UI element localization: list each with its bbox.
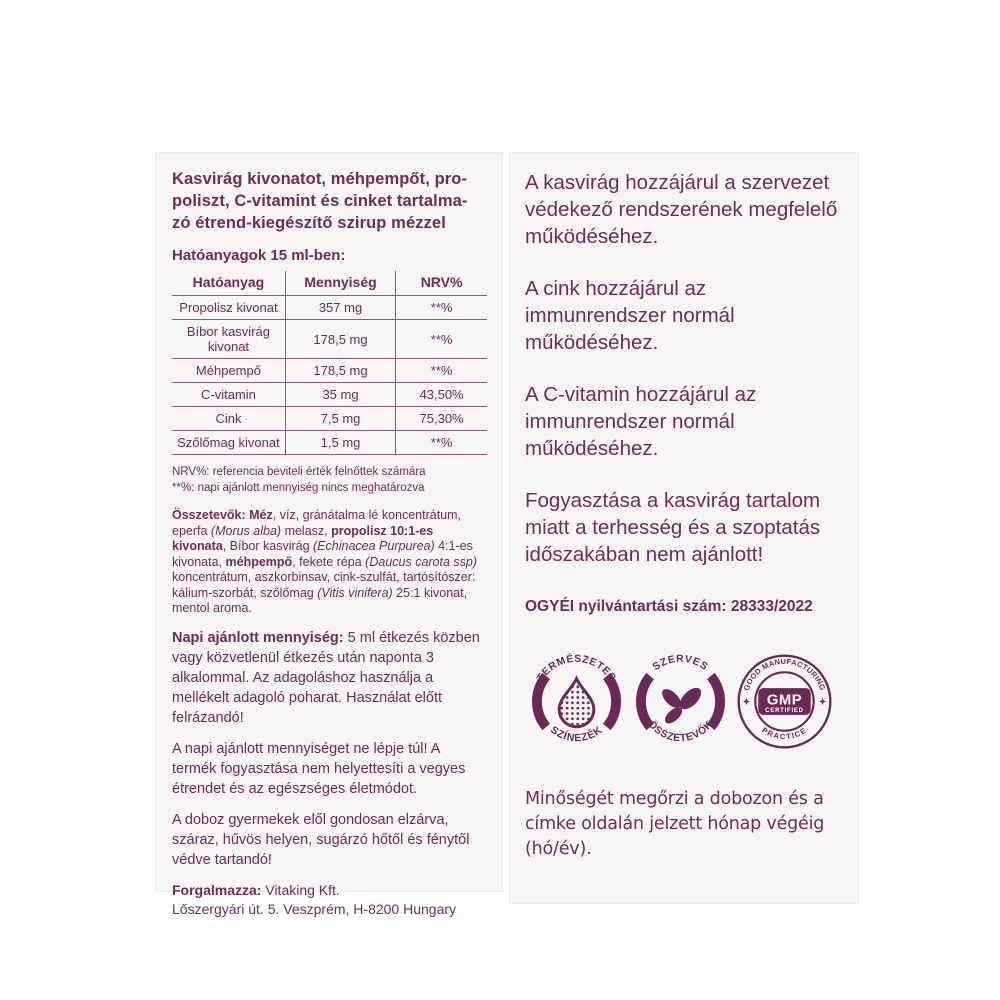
ingredients-paragraph xyxy=(172,508,487,617)
product-title xyxy=(172,168,487,234)
ingredients-segment: koncentrátum, aszkorbinsav, cink-szulfát, tartósítószer: kálium-szorbát, szőlőmag xyxy=(172,570,476,600)
ingredients-segment: melasz, xyxy=(281,523,332,538)
label-left-panel xyxy=(155,152,503,917)
table-header-quantity: Mennyiség xyxy=(285,271,395,296)
ingredients-segment: Méz xyxy=(249,508,273,522)
certification-badges xyxy=(527,652,843,751)
ingredients-segment: (Echinacea Purpurea) xyxy=(313,539,435,553)
table-cell: Méhpempő xyxy=(172,359,285,383)
badge-gmp-certified xyxy=(735,652,834,751)
shelf-life-paragraph: Minőségét megőrzi a dobozon és a címke oldalán jelzett hónap végéig (hó/év). xyxy=(525,789,825,859)
ingredients-segment: 25:1 kivonat, mentol aroma. xyxy=(172,585,468,615)
ingredients-segment: (Morus alba) xyxy=(210,523,282,538)
ingredients-segment: (Vitis vinifera) xyxy=(317,585,393,600)
star-right-icon xyxy=(819,698,826,705)
ingredients-segment: , víz, gránátalma lé koncentrátum, eperfa xyxy=(172,508,462,538)
badge-bottom-text: SZÍNEZÉK xyxy=(548,724,605,745)
table-header-row xyxy=(172,271,487,296)
table-cell: **% xyxy=(396,359,487,383)
table-cell: **% xyxy=(396,320,487,359)
table-row xyxy=(172,431,487,455)
table-cell: **% xyxy=(396,431,487,455)
svg-text:PRACTICE xyxy=(760,725,808,741)
label-right-panel xyxy=(509,152,859,904)
table-header-nrv: NRV% xyxy=(396,271,487,296)
dosage-lead: Napi ajánlott mennyiség: xyxy=(172,629,344,646)
gmp-text: GMP xyxy=(766,692,803,709)
table-cell: 178,5 mg xyxy=(285,359,395,383)
table-row xyxy=(172,407,487,431)
table-row xyxy=(172,359,487,383)
table-row xyxy=(172,320,487,359)
droplet-icon xyxy=(559,679,594,727)
table-row xyxy=(172,383,487,407)
dosage-text: 5 ml étkezés közben vagy közvetlenül étkezés után naponta 3 alkalommal. Az adagoláshoz használja a mellékelt adagoló poharat. Használat előtt felrázandó! xyxy=(172,629,480,726)
table-footnotes xyxy=(172,465,487,496)
pregnancy-warning: Fogyasztása a kasvirág tartalom miatt a terhesség és a szoptatás időszakában nem ajánlott! xyxy=(525,489,821,566)
badge-organic-ingredients xyxy=(631,652,730,751)
product-title-line: Kasvirág kivonatot, méhpempőt, pro- xyxy=(172,170,468,188)
ingredients-segment: , Bíbor kasvirág xyxy=(222,539,314,553)
table-cell: Cink xyxy=(172,407,285,431)
badge-top-text: GOOD MANUFACTURING xyxy=(741,656,828,692)
table-cell: 7,5 mg xyxy=(285,407,395,431)
table-cell: Propolisz kivonat xyxy=(172,296,285,320)
product-title-line: zó étrend-kiegészítő szirup mézzel xyxy=(172,214,446,232)
actives-heading: Hatóanyagok 15 ml-ben: xyxy=(172,247,346,264)
table-cell: **% xyxy=(396,296,487,320)
table-cell: 357 mg xyxy=(285,296,395,320)
gmp-seal-icon xyxy=(739,656,831,748)
distributor-lead: Forgalmazza: xyxy=(172,881,262,898)
table-cell: Szőlőmag kivonat xyxy=(172,431,285,455)
ingredients-segment: Összetevők: xyxy=(172,508,250,522)
svg-text:SZERVES xyxy=(651,654,710,673)
table-cell: C-vitamin xyxy=(172,383,285,407)
registration-number: OGYÉI nyilvántartási szám: 28333/2022 xyxy=(525,598,813,615)
star-left-icon xyxy=(743,698,750,705)
distributor-paragraph xyxy=(172,881,487,919)
dosage-paragraph xyxy=(172,628,487,728)
badge-natural-colors xyxy=(527,652,626,751)
leaves-icon xyxy=(659,684,705,726)
storage-paragraph: A doboz gyermekek elől gondosan elzárva, száraz, hűvös helyen, sugárzó hőtől és fénytől védve tartandó! xyxy=(172,811,470,868)
ingredients-segment: méhpempő xyxy=(225,554,293,569)
claim-vitamin-c: A C-vitamin hozzájárul az immunrendszer normál működéséhez. xyxy=(525,383,757,460)
footnote-daily: **%: napi ajánlott mennyiség nincs meghatározva xyxy=(172,481,425,494)
distributor-company: Vitaking Kft. xyxy=(261,881,340,898)
table-cell: 75,30% xyxy=(396,407,487,431)
badge-top-text: TERMÉSZETES xyxy=(535,653,618,684)
distributor-name xyxy=(172,881,487,900)
svg-text:GOOD MANUFACTURING xyxy=(742,657,828,692)
ingredients-segment: (Daucus carota ssp) xyxy=(365,554,478,569)
claim-zinc: A cink hozzájárul az immunrendszer normál működéséhez. xyxy=(525,277,735,354)
table-cell: 178,5 mg xyxy=(285,320,395,359)
badge-bottom-text: ÖSSZETEVŐK xyxy=(645,719,716,745)
product-title-line: poliszt, C-vitamint és cinket tartalma- xyxy=(172,192,468,210)
table-row xyxy=(172,296,487,320)
distributor-address: Lőszergyári út. 5. Veszprém, H-8200 Hungary xyxy=(172,900,457,917)
table-cell: 1,5 mg xyxy=(285,431,395,455)
table-header-substance: Hatóanyag xyxy=(172,271,285,296)
footnote-nrv: NRV%: referencia beviteli érték felnőttek számára xyxy=(172,466,426,478)
svg-text:ÖSSZETEVŐK xyxy=(646,718,716,745)
table-cell: 43,50% xyxy=(396,383,487,407)
warning-paragraph: A napi ajánlott mennyiséget ne lépje túl! A termék fogyasztása nem helyettesíti a vegyes étrendet és az egészséges életmódot. xyxy=(172,740,466,797)
table-cell: Bíbor kasvirág kivonat xyxy=(172,320,285,359)
ingredients-segment: 4:1-es kivonata, xyxy=(172,539,473,569)
actives-table xyxy=(172,271,487,455)
certified-text: CERTIFIED xyxy=(765,707,804,714)
badge-top-text: SZERVES xyxy=(651,653,710,674)
ingredients-segment: propolisz 10:1-es kivonata xyxy=(172,523,434,553)
table-cell: 35 mg xyxy=(285,383,395,407)
claim-echinacea: A kasvirág hozzájárul a szervezet védekező rendszerének megfelelő működéséhez. xyxy=(525,171,838,248)
badge-bottom-text: PRACTICE xyxy=(760,725,809,742)
ingredients-segment: , fekete répa xyxy=(292,554,366,569)
